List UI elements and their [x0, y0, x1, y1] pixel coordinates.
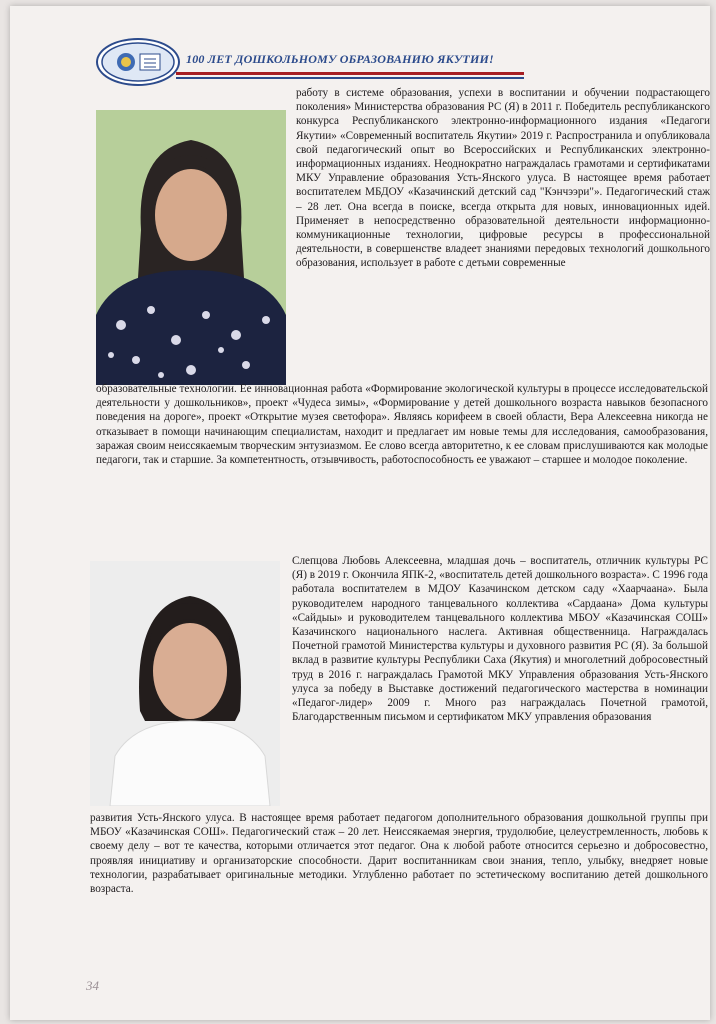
education-emblem-icon	[96, 38, 180, 86]
article-lyubov-text-bottom: развития Усть-Янского улуса. В настоящее время работает педагогом дополнительного образования дошкольной группы при МБОУ «Казачинская СОШ». Педагогический стаж – 20 лет. Неиссякаемая энергия, трудолюбие, целеустремленность, любовь к своему делу – вот те качества, которыми отличается этот педагог. Она к любой работе относится серьезно и добросовестно, проявляя инициативу и организаторские способности. Дарит воспитанникам свои знания, тепло, улыбку, внедряет новые технологии, разрабатывает оригинальные методики. Углубленно работает по эстетическому воспитанию детей дошкольного возраста.	[90, 812, 708, 896]
page-number: 34	[86, 978, 99, 993]
header-divider-red	[176, 72, 524, 75]
header-divider-blue	[176, 77, 524, 79]
portrait-photo-lyubov	[90, 561, 280, 806]
magazine-page	[10, 6, 710, 1020]
portrait-photo-vera	[96, 110, 286, 385]
header-title: 100 ЛЕТ ДОШКОЛЬНОМУ ОБРАЗОВАНИЮ ЯКУТИИ!	[186, 52, 494, 66]
page-header	[96, 34, 526, 94]
article-lyubov-text-top: Слепцова Любовь Алексеевна, младшая дочь – воспитатель, отличник культуры РС (Я) в 2019 г. Окончила ЯПК-2, «воспитатель детей дошкольного возраста». С 1996 года работала воспитателем в МДОУ Казачинском детском саду «Хаарчаана». Была руководителем народного танцевального коллектива «Сардаана» Дома культуры «Сайдыы» и руководителем танцевального коллектива МБОУ «Казачинская СОШ» Казачинского национального наслега. Активная общественница. Награждалась Почетной грамотой Министерства культуры и духовного развития РС (Я). За большой вклад в развитие культуры Республики Саха (Якутия) и многолетний добросовестный труд в 2016 г. награждалась Грамотой МКУ Управления образования Усть-Янского улуса за победу в Выставке достижений педагогического мастерства в номинации «Педагог-лидер» 2009 г. Много раз награждалась Почетной грамотой, Благодарственным письмом и сертификатом МКУ управления образования	[292, 555, 708, 724]
article-vera-text-bottom: образовательные технологии. Ее инновационная работа «Формирование экологической культуры в процессе исследовательской деятельности у дошкольников», проект «Чудеса зимы», «Формирование у детей дошкольного возраста навыков безопасного поведения на дороге», проект «Открытие музея светофора». Являясь корифеем в своей области, Вера Алексеевна никогда не отказывает в помощи начинающим специалистам, находит и предлагает им новые темы для исследования, самообразования, заражая своим неиссякаемым творческим энтузиазмом. Ее слово всегда авторитетно, к ее словам прислушиваются как молодые педагоги, так и старшие. За компетентность, отзывчивость, работоспособность ее уважают – старшее и молодое поколение.	[96, 383, 708, 467]
article-vera-text-top: работу в системе образования, успехи в воспитании и обучении подрастающего поколения» Министерства образования РС (Я) в 2011 г. Победитель республиканского конкурса Республиканского электронно-информационного издания «Педагоги Якутии» «Современный воспитатель Якутии» 2019 г. Распространила и опубликовала свой педагогический опыт во Всероссийских и Республиканских электронно-информационных изданиях. Неоднократно награждалась грамотами и сертификатами МКУ Управление образования Усть-Янского улуса. В настоящее время работает воспитателем МБДОУ «Казачинский детский сад "Кэнчээри"». Педагогический стаж – 28 лет. Она всегда в поиске, всегда открыта для новых, инновационных идей. Применяет в непосредственно образовательной деятельности информационно-коммуникационные технологии, цифровые ресурсы в профессиональной деятельности, в совершенстве владеет знаниями передовых технологий дошкольного образования, использует в работе с детьми современные	[296, 87, 710, 270]
